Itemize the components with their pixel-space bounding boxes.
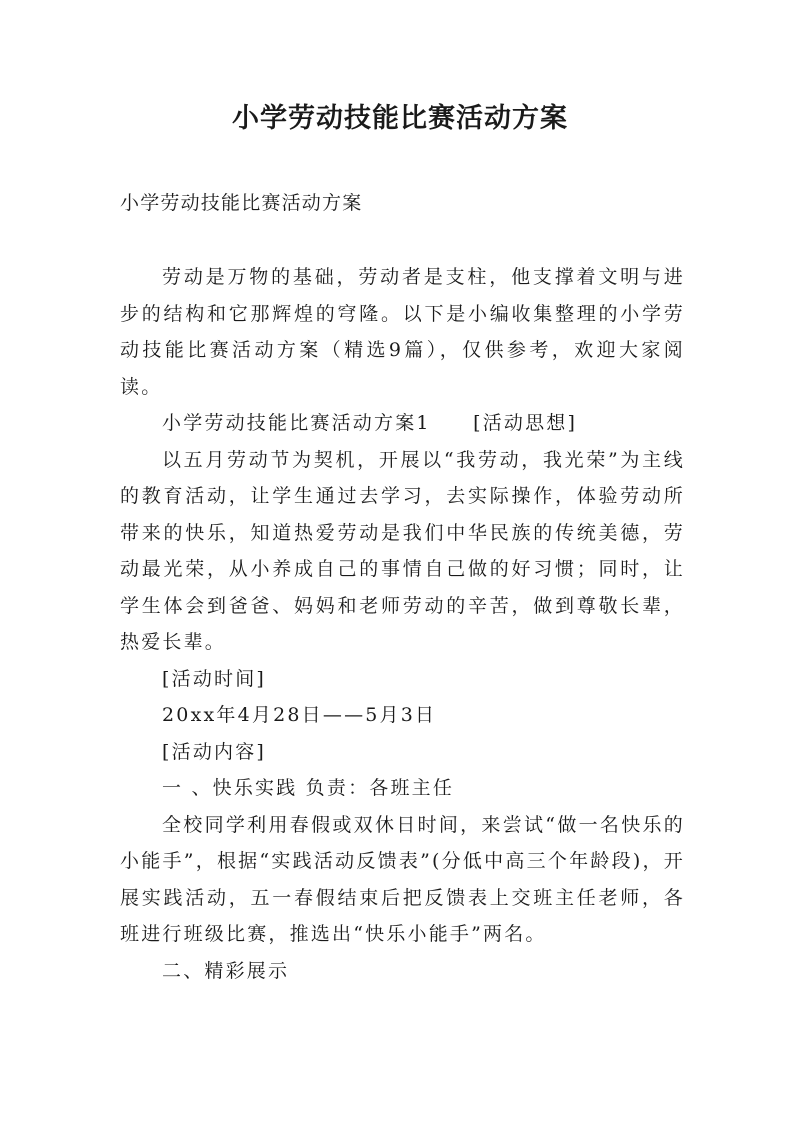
activity-idea-paragraph: 以五月劳动节为契机，开展以“我劳动，我光荣”为主线的教育活动，让学生通过去学习，去实际操作，体验劳动所带来的快乐，知道热爱劳动是我们中华民族的传统美德，劳动最光荣，从小养成自己的事情自己做的好习惯；同时，让学生体会到爸爸、妈妈和老师劳动的辛苦，做到尊敬长辈，热爱长辈。 — [120, 448, 685, 653]
activity-time-value: 20xx年4月28日——5月3日 — [162, 704, 437, 726]
activity-time-heading: [活动时间] — [162, 667, 267, 690]
activity-content-heading: [活动内容] — [162, 740, 267, 763]
item-1-paragraph: 全校同学利用春假或双休日时间，来尝试“做一名快乐的小能手”，根据“实践活动反馈表”(分低中高三个年龄段)，开展实践活动，五一春假结束后把反馈表上交班主任老师，各班进行班级比赛，推选出“快乐小能手”两名。 — [120, 813, 685, 945]
intro-paragraph: 劳动是万物的基础，劳动者是支柱，他支撑着文明与进步的结构和它那辉煌的穹隆。以下是小编收集整理的小学劳动技能比赛活动方案（精选9篇），仅供参考，欢迎大家阅读。 — [120, 266, 685, 398]
item-1-heading: 一 、快乐实践 负责：各班主任 — [162, 777, 455, 799]
item-2-heading: 二、精彩展示 — [162, 959, 290, 982]
document-title: 小学劳动技能比赛活动方案 — [232, 103, 568, 134]
document-subtitle: 小学劳动技能比赛活动方案 — [120, 192, 363, 214]
document-body — [120, 259, 685, 989]
section-heading-1: 小学劳动技能比赛活动方案1 [活动思想] — [162, 412, 578, 434]
